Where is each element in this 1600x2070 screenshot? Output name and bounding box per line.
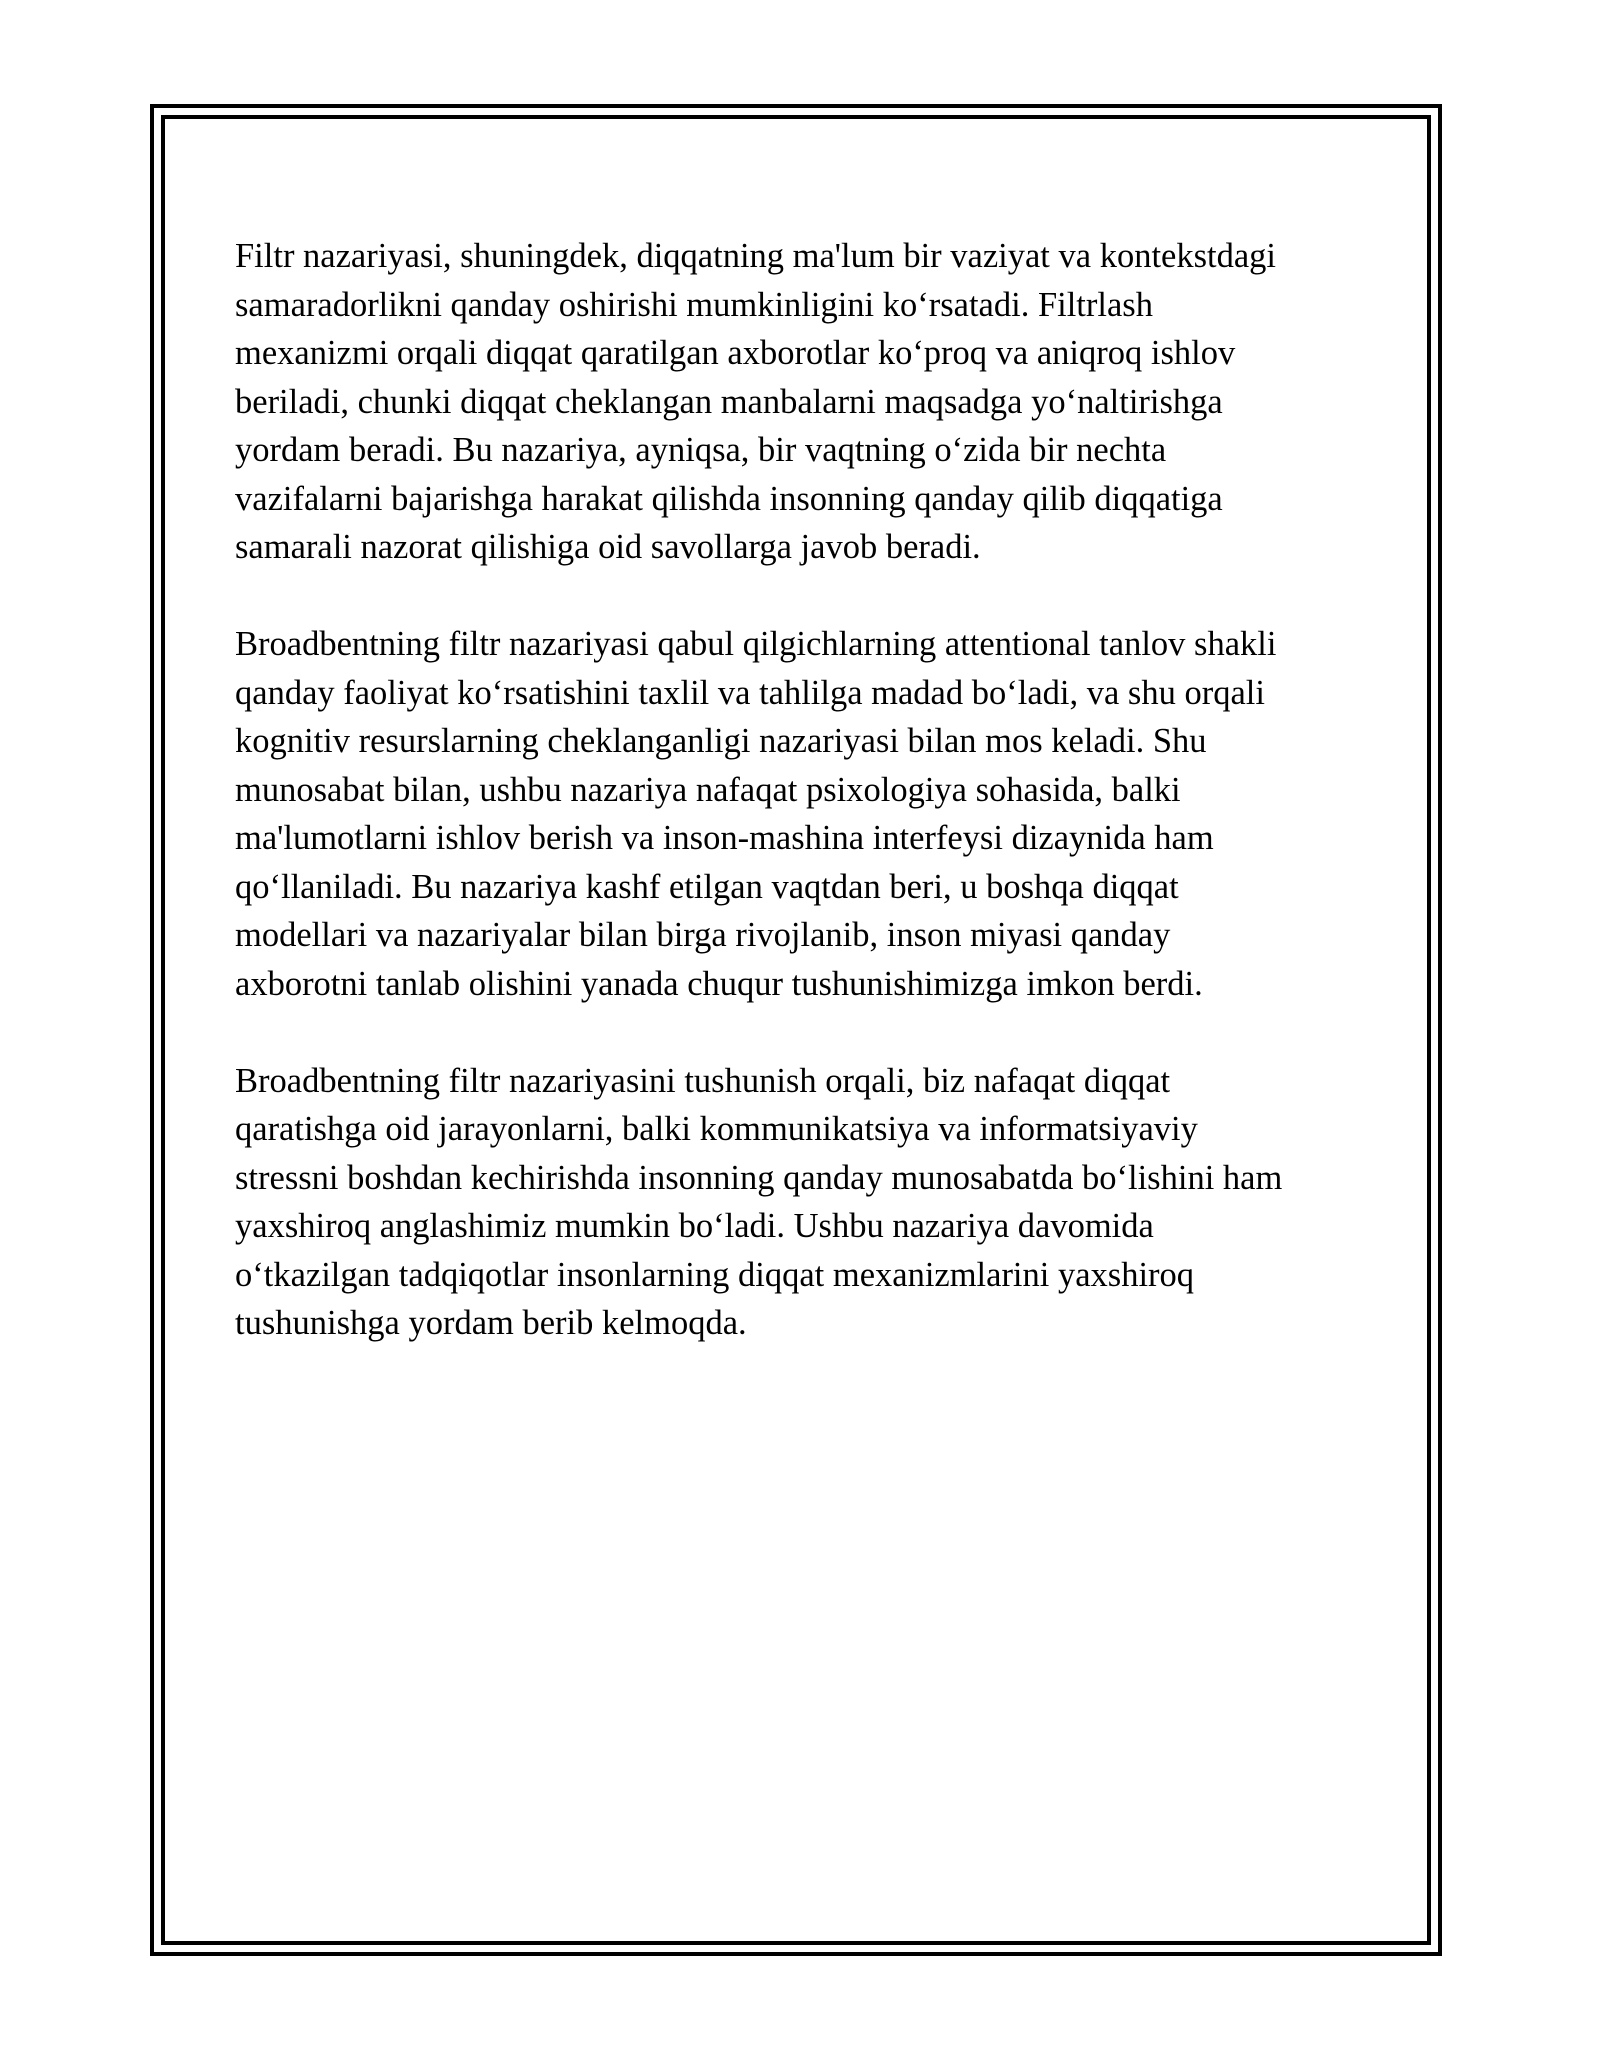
paragraph-line: axborotni tanlab olishini yanada chuqur tushunishimizga imkon berdi. (235, 964, 1203, 1003)
paragraph-line: Broadbentning filtr nazariyasi qabul qilgichlarning attentional tanlov shakli (235, 625, 1277, 663)
paragraph-line: samarali nazorat qilishiga oid savollarga javob beradi. (235, 528, 981, 566)
paragraph-line: yaxshiroq anglashimiz mumkin bo‘ladi. Ushbu nazariya davomida (235, 1207, 1154, 1245)
paragraph-line: yordam beradi. Bu nazariya, ayniqsa, bir vaqtning o‘zida bir nechta (235, 431, 1167, 469)
paragraph-line: ma'lumotlarni ishlov berish va inson-mashina interfeysi dizaynida ham (235, 819, 1214, 857)
paragraph-line: munosabat bilan, ushbu nazariya nafaqat psixologiya sohasida, balki (235, 770, 1181, 809)
document-body (235, 232, 1355, 1396)
paragraph-2 (235, 620, 1355, 1008)
paragraph-line: Broadbentning filtr nazariyasini tushunish orqali, biz nafaqat diqqat (235, 1061, 1171, 1100)
paragraph-line: beriladi, chunki diqqat cheklangan manbalarni maqsadga yo‘naltirishga (235, 382, 1223, 421)
paragraph-line: stressni boshdan kechirishda insonning qanday munosabatda bo‘lishini ham (235, 1158, 1283, 1197)
paragraph-line: qo‘llaniladi. Bu nazariya kashf etilgan vaqtdan beri, u boshqa diqqat (235, 867, 1179, 906)
paragraph-3 (235, 1057, 1355, 1348)
paragraph-line: o‘tkazilgan tadqiqotlar insonlarning diqqat mexanizmlarini yaxshiroq (235, 1255, 1195, 1294)
paragraph-line: vazifalarni bajarishga harakat qilishda insonning qanday qilib diqqatiga (235, 479, 1223, 518)
paragraph-line: tushunishga yordam berib kelmoqda. (235, 1304, 747, 1342)
paragraph-line: mexanizmi orqali diqqat qaratilgan axborotlar ko‘proq va aniqroq ishlov (235, 334, 1236, 372)
paragraph-line: Filtr nazariyasi, shuningdek, diqqatning ma'lum bir vaziyat va kontekstdagi (235, 237, 1276, 275)
paragraph-line: qaratishga oid jarayonlarni, balki kommunikatsiya va informatsiyaviy (235, 1110, 1198, 1148)
paragraph-line: samaradorlikni qanday oshirishi mumkinligini ko‘rsatadi. Filtrlash (235, 285, 1153, 324)
paragraph-1 (235, 232, 1355, 572)
paragraph-line: kognitiv resurslarning cheklanganligi nazariyasi bilan mos keladi. Shu (235, 722, 1207, 760)
paragraph-line: qanday faoliyat ko‘rsatishini taxlil va tahlilga madad bo‘ladi, va shu orqali (235, 673, 1265, 712)
paragraph-line: modellari va nazariyalar bilan birga rivojlanib, inson miyasi qanday (235, 916, 1171, 954)
